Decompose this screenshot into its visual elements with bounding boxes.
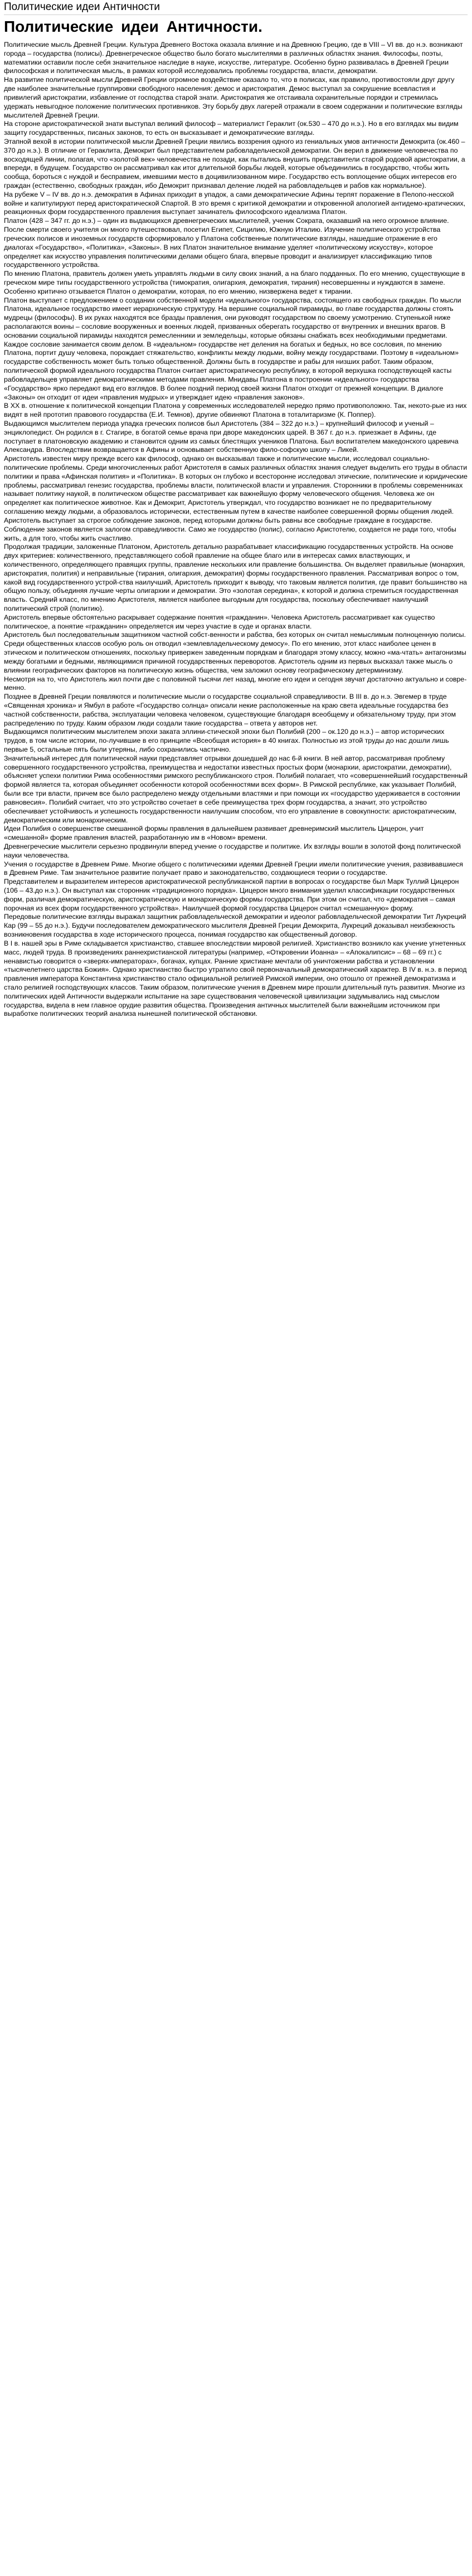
paragraph: Несмотря на то, что Аристотель жил почти две с половиной тысячи лет назад, многие его идеи и сегодня звучат достаточно актуально и совре-менно. [4,675,467,692]
paragraph: На рубеже V – IV вв. до н.э. демократия в Афинах приходит в упадок, а сами демократические Афины терпят поражение в Пелопо-несской войне и капитулируют перед аристократической Спартой. В это время с критикой демократии и откровенной апологией антидемо-кратических, реакционных форм государственного правления выступает зачинатель философского идеализма Платон. [4,190,466,216]
document-body [4,41,468,1019]
paragraph: В XX в. отношение к политической концепции Платона у современных исследователей нередко прямо противоположно. Так, некото-рые из них видят в ней прототип правового государства (Е.И. Темнов), другие обвиняют Платона в тоталитаризме (К. Поппер). [4,402,467,419]
paragraph: Представителем и выразителем интересов аристократической республиканской партии в вопросах о государстве был Марк Туллий Цицерон (106 – 43.до н.э.). Он выступал как сторонник «традиционного порядка». Цицерон много внимания уделил классификации государственных форм, различая демократическую, аристократическую и монархическую формы государства. При этом он считал, что «демократия – самая порочная из всех форм государственного устройства». Наилучшей формой государства Цицерон считал «смешанную» форму. [4,878,459,912]
paragraph: На стороне аристократической знати выступал великий философ – материалист Гераклит (ок.530 – 470 до н.э.). Но в его взглядах мы видим защиту государственных, писаных законов, то есть он высказывает и демократические взгляды. [4,120,459,137]
document-page [0,0,472,1030]
paragraph: Аристотель впервые обстоятельно раскрывает содержание понятия «гражданин». Человека Аристотель рассматривает как существо политическое, а понятие «гражданин» определяется им через участие в суде и органах власти. [4,613,435,630]
paragraph: Выдающимся политическим мыслителем эпохи заката эллини-стической эпохи был Полибий (200 – ок.120 до н.э.) – автор исторических трудов, в том числе истории, по-лучившие в его принципе «Всеобщая история» в 40 книгах. Полностью из этой труды до нас дошли лишь первые 5, остальные пять были утеряны, либо сохранились частично. [4,728,449,753]
paragraph: Аристотель известен миру прежде всего как философ, однако он высказывал также и политические мысли, исследовал социально-политические проблемы. Среди многочисленных работ Аристотеля в самых различных областях знания следует выделить его труды в области политики и права «Афинская полития» и «Политика». В которых он глубоко и всесторонне исследовал этические, политические и юридические проблемы, рассматривал генезис государства, проблемы власти, политической власти и управления. Сторонники в проблемы современниках называет политику наукой, в политическом обществе рассматривает как важнейшую форму человеческого общения. Человека же он определяет как политическое животное. Как и Демокрит, Аристотель утверждал, что государство возникает не по предварительному соглашению между людьми, а образовалось исторически, естественным путем в качестве наиболее совершенной формы общения людей. Аристотель выступает за строгое соблюдение законов, перед которыми должны быть равны все свободные граждане в государстве. Соблюдение законов является залогом справедливости. Само же государство (полис), согласно Аристотелю, создается не ради того, чтобы жить, а для того, чтобы жить счастливо. [4,455,468,542]
paragraph: Значительный интерес для политической науки представляет отрывки дошедшей до нас 6-й книги. В ней автор, рассматривая проблему совершенного государственного устройства, преимущества и недостатки известных простых форм (монархии, аристократии, демократии), объясняет успехи политики Рима особенностями римского республиканского строя. Полибий полагает, что «совершеннейший государственный формой является та, которая объединяет особенности которой особенностями всех форм». В Римской республике, как указывает Полибий, были все три власти, причем все было распределено между отдельными властями и при помощи их «государство удерживается в состоянии равновесия». Полибий считает, что это устройство сочетает в себе преимущества трех форм государства, а значит, это устройство обеспечивает устойчивость и успешность государственности наилучшим способом, что его управление в совокупности: аристократическим, демократическим или монархическим. [4,754,468,824]
paragraph: Древнегреческие мыслители серьезно продвинули вперед учение о государстве и политике. Их взгляды вошли в золотой фонд политической науки человечества. [4,842,461,859]
paragraph: Позднее в Древней Греции появляются и политические мысли о государстве социальной справедливости. В III в. до н.э. Эвгемер в труде «Священная хроника» и Ямбул в работе «Государство солнца» описали некие расположенные на краю света идеальные государства без частной собственности, рабства, эксплуатации человека человеком, существующие благодаря всеобщему и обязательному труду, при этом распределению по труду. Каким образом люди создали такие государства – ответа у авторов нет. [4,693,456,727]
document-top-title: Политические идеи Античности [4,1,468,15]
paragraph: Продолжая традиции, заложенные Платоном, Аристотель детально разрабатывает классификацию государственных устройств. На основе двух критериев: количественного, представляющего собой правление на общее благо или в интересах самих властвующих, и количественного, определяющего правящих группы, правление нескольких или правление большинства. Он выделяет правильные (монархия, аристократия, полития) и неправильные (тирания, олигархия, демократия) формы государственного правления. Рассматривая вопрос о том, какой вид государственного устрой-ства наилучший, Аристотель приходит к выводу, что таковым является полития, где правит большинство на общую пользу, объединяя лучшие черты олигархии и демократии. Это «золотая середина», к которой и должна стремиться государственная власть. Средний класс, по мнению Аристотеля, является наиболее выгодным для государства, поскольку обеспечивает наилучший политический строй (политию). [4,543,467,612]
paragraph: Этапной вехой в истории политической мысли Древней Греции явились воззрения одного из гениальных умов античности Демокрита (ок.460 – 370 до н.э.). В отличие от Гераклита, Демокрит был представителем рабовладельческой демократии. Он верил в движение человечества по восходящей линии, полагая, что «золотой век» человечества не позади, как пытались внушить представители старой родовой аристократии, а впереди, в будущем. Государство он рассматривал как итог длительной борьбы людей, которые объединились в государство, чтобы жить сообща, бороться с нуждой и бесправием, имевшими место в доцивилизованном мире. Государство есть воплощение общих интересов его граждан (естественно, свободных граждан, ибо Демокрит признавал деление людей на рабовладельцев и рабов как нормальное). [4,137,465,189]
paragraph: В I в. нашей эры в Риме складывается христианство, ставшее впоследствии мировой религией. Христианство возникло как учение угнетенных масс, людей труда. В произведениях раннехристианской литературы (например, «Откровении Иоанна» – «Апокалипсис» – 68 – 69 гг.) с ненавистью говорится о «зверях-императорах», богачах, купцах. Ранние христиане мечтали об уничтожении рабства и установлении «тысячелетнего царства Божия». Однако христианство быстро утратило свой первоначальный демократический характер. В IV в. н.э. в период правления императора Константина христианство стало официальной религией Римской империи, оно отошло от прежней демократизма и стало религией господствующих классов. Таким образом, политические учения в Древнем мире прошли длительный путь развития. Многие из политических идей Античности выдержали испытание на заре существования человеческой цивилизации задумывались над смыслом государства, видела в нем главное орудие развития общества. Произведения античных мыслителей были важнейшим источником при выработке политических теорий анализа нынешней политической обстановки. [4,939,467,1018]
paragraph: Идеи Полибия о совершенстве смешанной формы правления в дальнейшем развивает древнеримский мыслитель Цицерон, учит «смешанной» форме правления властей, разработанную им в «Новом» времени. [4,825,424,842]
paragraph: Передовые политические взгляды выражал защитник рабовладельческой демократии и идеолог рабовладельческой демократии Тит Лукреций Кар (99 – 55 до н.э.). Будучи последователем демократического мыслителя Древней Греции Демокрита, Лукреций доказывал неизбежность возникновения государства в ходе исторического процесса, понимая государство как общественный договор. [4,913,466,939]
paragraph: Платон (428 – 347 гг. до н.э.) – один из выдающихся древнегреческих мыслителей, ученик Сократа, оказавший на него огромное влияние. После смерти своего учителя он много путешествовал, посетил Египет, Сицилию, Южную Италию. Изучение политического устройства греческих полисов и иноземных государств сформировало у Платона собственные политические взгляды, нашедшие отражение в его диалогах «Государство», «Политика», «Законы». В них Платон значительное внимание уделяет «политическому искусству», которое определяет как искусство управления политическими делами общего блага, впервые проводит и анализирует классификацию типов государственного устройства. [4,217,449,269]
paragraph: Аристотель был последовательным защитником частной собст-венности и рабства, без которых он считал немыслимым полноценную полисы. Среди общественных классов особую роль он отводил «землевладельческому демосу». По его мнению, этот класс наиболее ценен в этическом и политическом отношениях, поскольку привержен заведенным порядкам и благодаря этому классу, можно «ма-чтать» антагонизмы между богатыми и бедными, являющимися причиной государственных переворотов. Аристотель одним из первых высказал также мысль о влиянии географических факторов на политическую жизнь общества, чем заложил основу географическому детерминизму. [4,631,466,674]
main-heading: Политические идеи Античности. [4,18,262,35]
paragraph: На развитие политической мысли Древней Греции огромное воздействие оказало то, что в полисах, как правило, противостояли друг другу две наиболее значительные группировки свободного населения: демос и аристократия. Демос выступал за сокрушение всевластия и привилегий аристократии, избавление от господства старой знати. Аристократия же отстаивала охранительные порядки и стремилась удержать невыгодное положение политических противников. Эту борьбу двух лагерей отражали в своем содержании и политические взгляды мыслителей Древней Греции. [4,76,463,119]
paragraph: Политические мысль Древней Греции. Культура Древнего Востока оказала влияние и на Древнюю Грецию, где в VIII – VI вв. до н.э. возникают города – государства (полисы). Древнегреческое общество было богато мыслителями в различных областях знания. Философы, поэты, математики оставили после себя значительное наследие в науке, искусстве, литературе. Особенно бурно развивалась в Древней Греции философская и политическая мысль, в рамках которой исследовались проблемы государства, власти, демократии. [4,41,463,75]
paragraph: Учения о государстве в Древнем Риме. Многие общего с политическими идеями Древней Греции имели политические учения, развивавшиеся в Древнем Риме. Там значительное развитие получает право и законодательство, создающиеся теории о государстве. [4,860,463,877]
paragraph: Платон выступает с предложением о создании собственной модели «идеального» государства, состоящего из свободных граждан. По мысли Платона, идеальное государство имеет иерархическую структуру. На вершине социальной пирамиды, во главе государства должны стоять мудрецы (философы). В их руках находятся все бразды правления, они руководят государством по своему усмотрению. Ступенькой ниже располагаются воины – сословие вооруженных и военных людей, призванных оберегать государство от внутренних и внешних врагов. В основании социальной пирамиды находятся ремесленники и земледельцы, которые обязаны снабжать всех необходимыми предметами. Каждое сословие занимается своим делом. В «идеальном» государстве нет деления на богатых и бедных, но все сословия, по мнению Платона, портит душу человека, порождает стяжательство, конфликты между людьми, войну между государствами. Поэтому в «идеальном» государстве собственность может быть только общественной. Должны быть в государстве и рабы для низших работ. Таким образом, политической формой идеального государства Платон считает аристократическую республику, в которой верхушка господствующей касты рабовладельцев управляет демократическими методами правления. Мнидавы Платона в построении «идеального» государства «Государство» ярко передают вид его взглядов. В более поздний период своей жизни Платон отходит от прежней концепции. В диалоге «Законы» он отходит от идеи «правления мудрых» и утверждает идею «правления законов». [4,296,461,401]
paragraph: Выдающимся мыслителем периода упадка греческих полисов был Аристотель (384 – 322 до н.э.) – крупнейший философ и ученый – энциклопедист. Он родился в г. Стагире, в богатой семье врача при дворе македонских царей. В 367 г. до н.э. приезжает в Афины, где поступает в платоновскую академию и становится одним из самых блестящих учеников Платона. Был воспитателем македонского царевича Александра. Впоследствии возвращается в Афины и основывает собственную фило-софскую школу – Ликей. [4,419,459,454]
paragraph: По мнению Платона, правитель должен уметь управлять людьми в силу своих знаний, а на благо подданных. По его мнению, существующие в греческом мире типы государственного устройства (тимократия, олигархия, демократия, тирания) несовершенны и нуждаются в замене. Особенно критично отзывается Платон о демократии, которая, по его мнению, низвержена ведет к тирании. [4,270,465,295]
